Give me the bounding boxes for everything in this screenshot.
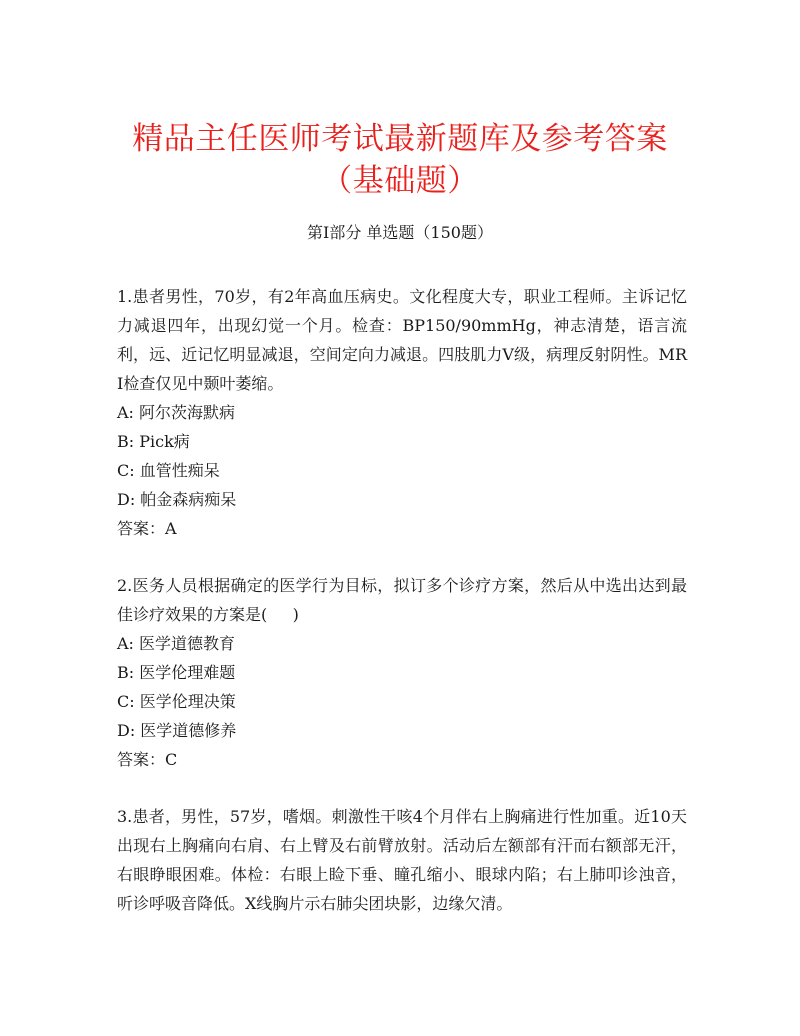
section-heading: 第I部分 单选题（150题） bbox=[307, 223, 493, 242]
option-a: A: 医学道德教育 bbox=[117, 634, 236, 653]
answer-line: 答案：C bbox=[117, 750, 178, 769]
question-stem: 3.患者，男性，57岁，嗜烟。刺激性干咳4个月伴右上胸痛进行性加重。近10天出现右上胸痛向右肩、右上臂及右前臂放射。活动后左额部有汗而右额部无汗，右眼睁眼困难。体检：右眼上睑下垂、瞳孔缩小、眼球内陷；右上肺叩诊浊音，听诊呼吸音降低。X线胸片示右肺尖团块影，边缘欠清。 bbox=[117, 807, 687, 913]
answer-line: 答案：A bbox=[117, 519, 177, 538]
option-d: D: 医学道德修养 bbox=[117, 721, 237, 740]
question-3 bbox=[117, 802, 687, 918]
option-b: B: Pick病 bbox=[117, 432, 190, 451]
option-d: D: 帕金森病痴呆 bbox=[117, 490, 237, 509]
document-title: 精品主任医师考试最新题库及参考答案（基础题） bbox=[132, 121, 668, 199]
question-list bbox=[117, 282, 687, 946]
option-c: C: 医学伦理决策 bbox=[117, 692, 236, 711]
question-1 bbox=[117, 282, 687, 543]
option-b: B: 医学伦理难题 bbox=[117, 663, 236, 682]
question-stem: 2.医务人员根据确定的医学行为目标，拟订多个诊疗方案，然后从中选出达到最佳诊疗效果的方案是( ) bbox=[117, 576, 687, 624]
question-stem: 1.患者男性，70岁，有2年高血压病史。文化程度大专，职业工程师。主诉记忆力减退四年，出现幻觉一个月。检查：BP150/90mmHg，神志清楚，语言流利，远、近记忆明显减退，空间定向力减退。四肢肌力Ⅴ级，病理反射阴性。MRI检查仅见中颞叶萎缩。 bbox=[117, 287, 687, 393]
question-2 bbox=[117, 571, 687, 774]
option-a: A: 阿尔茨海默病 bbox=[117, 403, 236, 422]
option-c: C: 血管性痴呆 bbox=[117, 461, 220, 480]
